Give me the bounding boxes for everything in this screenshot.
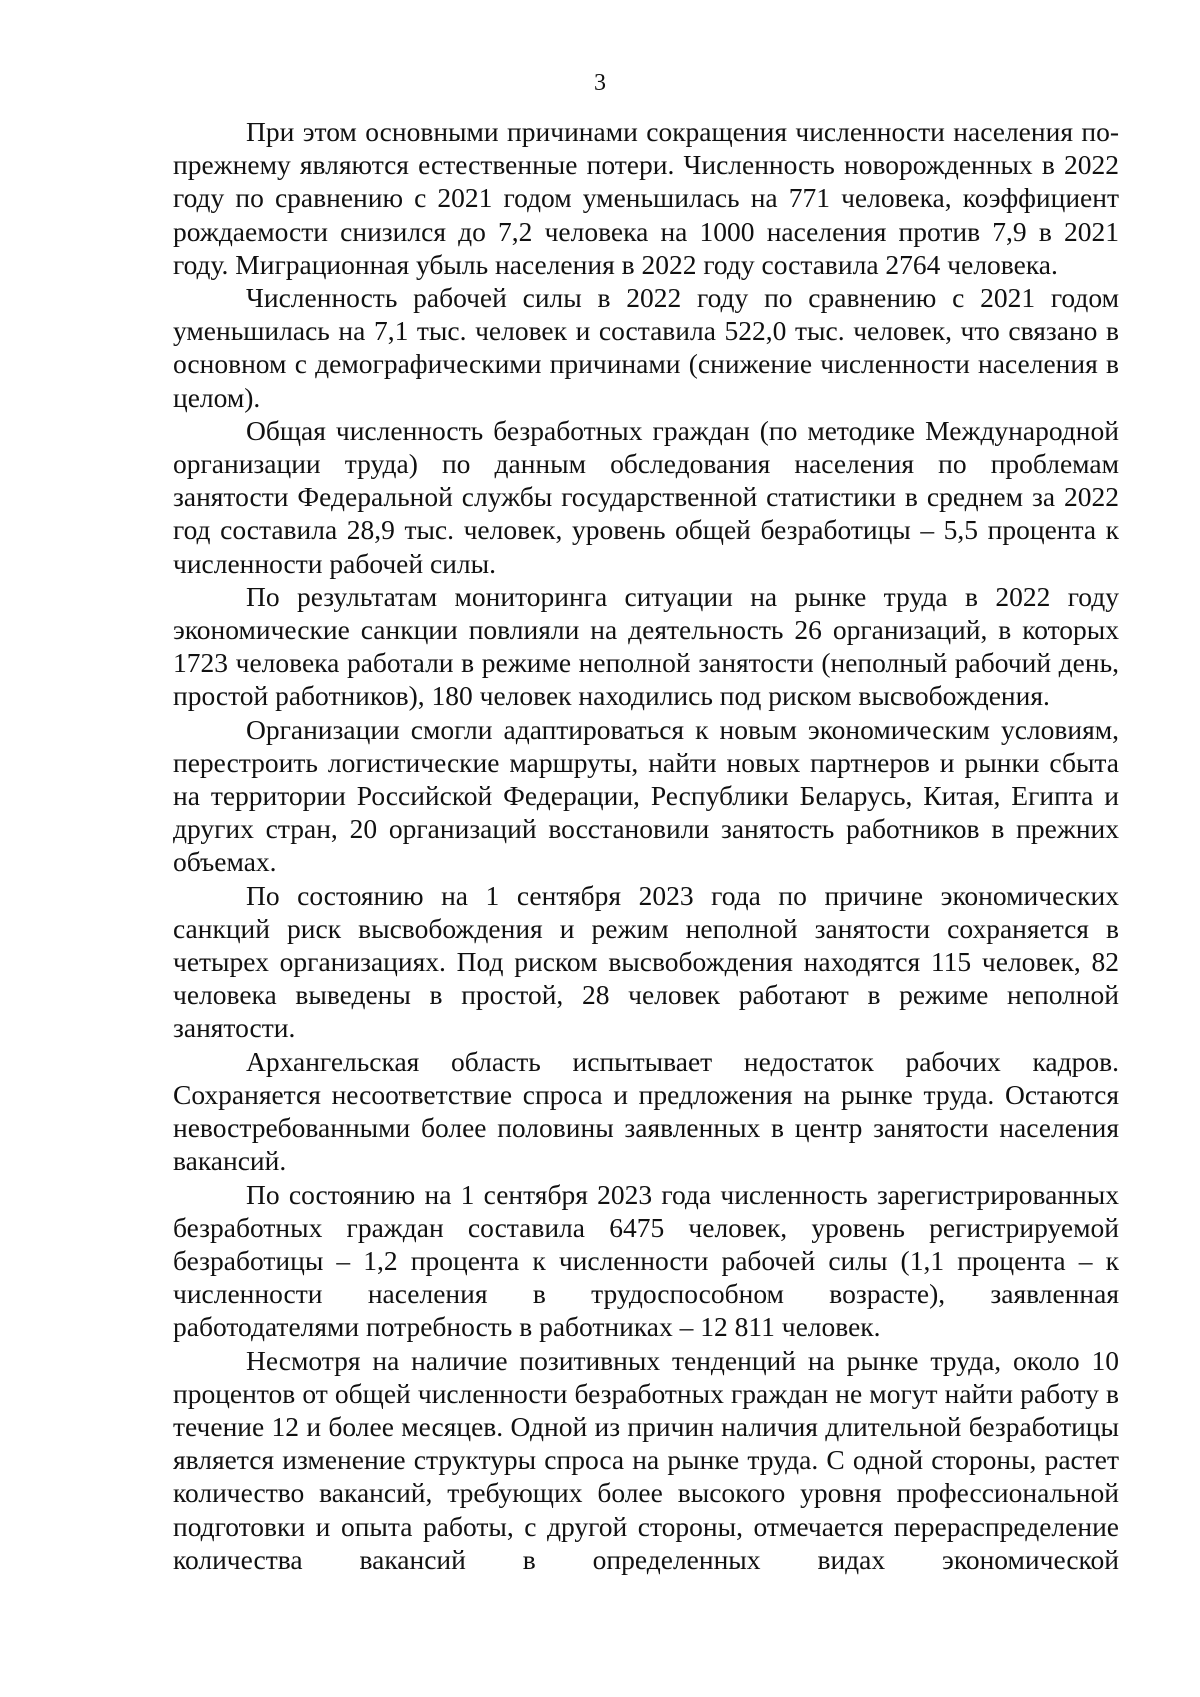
- paragraph-unemployment-ilo: Общая численность безработных граждан (по методике Международной организации труда) по данным обследования населения по проблемам занятости Федеральной службы государственной статистики в среднем за 2022 год составила 28,9 тыс. человек, уровень общей безработицы – 5,5 процента к численности рабочей силы.: [173, 414, 1119, 579]
- paragraph-sanctions-monitoring: По результатам мониторинга ситуации на рынке труда в 2022 году экономические санкции повлияли на деятельность 26 организаций, в которых 1723 человека работали в режиме неполной занятости (неполный рабочий день, простой работников), 180 человек находились под риском высвобождения.: [173, 580, 1119, 712]
- paragraph-population-decline: При этом основными причинами сокращения численности населения по-прежнему являются естественные потери. Численность новорожденных в 2022 году по сравнению с 2021 годом уменьшилась на 771 человека, коэффициент рождаемости снизился до 7,2 человека на 1000 населения против 7,9 в 2021 году. Миграционная убыль населения в 2022 году составила 2764 человека.: [173, 116, 1119, 280]
- paragraph-adaptation: Организации смогли адаптироваться к новым экономическим условиям, перестроить логистические маршруты, найти новых партнеров и рынки сбыта на территории Российской Федерации, Республики Беларусь, Китая, Египта и других стран, 20 организаций восстановили занятость работников в прежних объемах.: [173, 713, 1119, 878]
- paragraph-september-status: По состоянию на 1 сентября 2023 года по причине экономических санкций риск высвобождения и режим неполной занятости сохраняется в четырех организациях. Под риском высвобождения находятся 115 человек, 82 человека выведены в простой, 28 человек работают в режиме неполной занятости.: [173, 879, 1119, 1044]
- paragraph-long-term-unemployment: Несмотря на наличие позитивных тенденций на рынке труда, около 10 процентов от общей численности безработных граждан не могут найти работу в течение 12 и более месяцев. Одной из причин наличия длительной безработицы является изменение структуры спроса на рынке труда. С одной стороны, растет количество вакансий, требующих более высокого уровня профессиональной подготовки и опыта работы, с другой стороны, отмечается перераспределение количества вакансий в определенных видах экономической: [173, 1344, 1119, 1575]
- paragraph-registered-unemployment: По состоянию на 1 сентября 2023 года численность зарегистрированных безработных граждан составила 6475 человек, уровень регистрируемой безработицы – 1,2 процента к численности рабочей силы (1,1 процента – к численности населения в трудоспособном возрасте), заявленная работодателями потребность в работниках – 12 811 человек.: [173, 1178, 1119, 1343]
- paragraph-labor-shortage: Архангельская область испытывает недостаток рабочих кадров. Сохраняется несоответствие спроса и предложения на рынке труда. Остаются невостребованными более половины заявленных в центр занятости населения вакансий.: [173, 1045, 1119, 1177]
- document-body: [173, 115, 1119, 1576]
- page-number: 3: [594, 70, 606, 96]
- paragraph-labor-force: Численность рабочей силы в 2022 году по сравнению с 2021 годом уменьшилась на 7,1 тыс. человек и составила 522,0 тыс. человек, что связано в основном с демографическими причинами (снижение численности населения в целом).: [173, 282, 1119, 413]
